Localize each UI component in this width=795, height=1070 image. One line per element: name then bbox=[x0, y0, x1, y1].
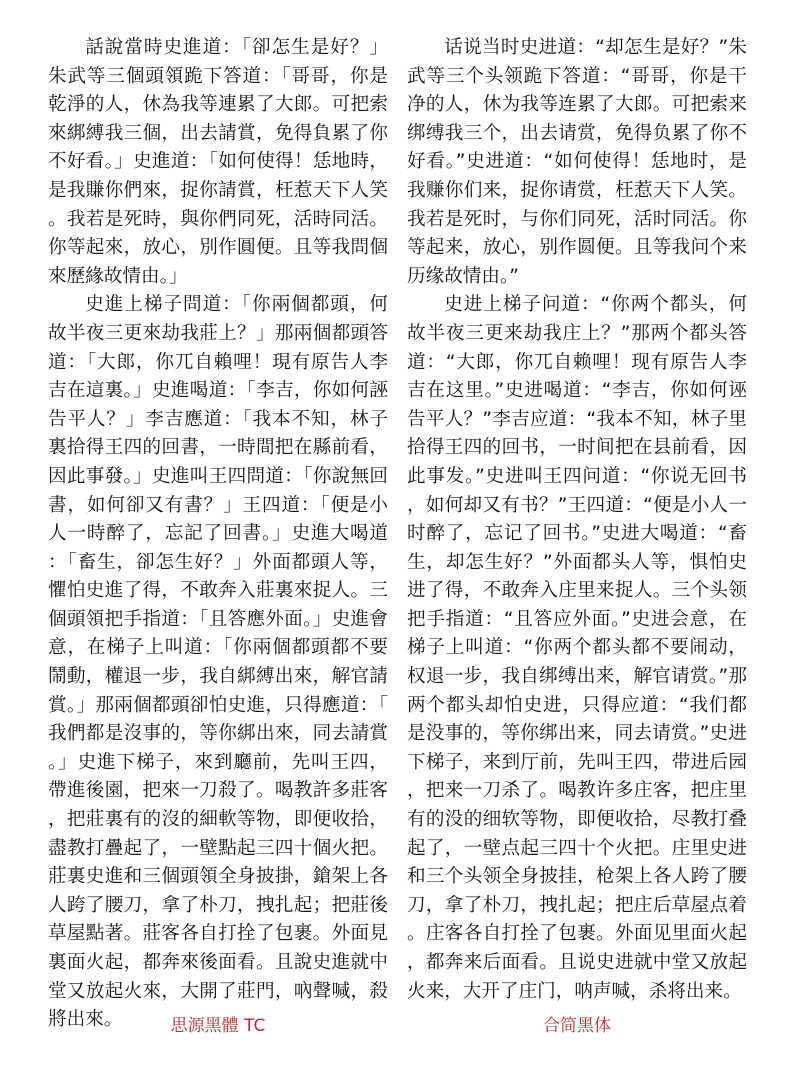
paragraph-1: 話說當時史進道：「卻怎生是好？」朱武等三個頭領跪下答道：「哥哥，你是乾淨的人，休為我等連累了大郎。可把索來綁縛我三個，出去請賞，免得負累了你不好看。」史進道：「如何使得！恁地時，是我賺你們來，捉你請賞，枉惹天下人笑。我若是死時，與你們同死，活時同活。你等起來，放心，別作圓便。且等我問個來歷緣故情由。」 bbox=[48, 37, 388, 287]
paragraph-2: 史进上梯子问道：“你两个都头，何故半夜三更来劫我庄上？”那两个都头答道：“大郎，你兀自赖哩！现有原告人李吉在这里。”史进喝道：“李吉，你如何诬告平人？”李吉应道：“我本不知，林子里拾得王四的回书，一时间把在县前看，因此事发。”史进叫王四问道：“你说无回书，如何却又有书？”王四道：“便是小人一时醉了，忘记了回书。”史进大喝道：“畜生，却怎生好？”外面都头人等，惧怕史进了得，不敢奔入庄里来捉人。三个头领把手指道：“且答应外面。”史进会意，在梯子上叫道：“你两个都头都不要闹动，权退一步，我自绑缚出来，解官请赏。”那两个都头却怕史进，只得应道：“我们都是没事的，等你绑出来，同去请赏。”史进下梯子，来到厅前，先叫王四，带进后园，把来一刀杀了。喝教许多庄客，把庄里有的没的细软等物，即便收拾，尽教打叠起了，一壁点起三四十个火把。庄里史进和三个头领全身披挂，枪架上各人跨了腰刀，拿了朴刀，拽扎起；把庄后草屋点着。庄客各自打拴了包裹。外面见里面火起，都奔来后面看。且说史进就中堂又放起火来，大开了庄门，呐声喊，杀将出来。 bbox=[407, 294, 747, 1002]
simplified-text-column bbox=[407, 34, 747, 1006]
traditional-text-column bbox=[48, 34, 388, 1035]
font-caption-left: 思源黑體 TC bbox=[170, 1016, 266, 1036]
paragraph-1: 话说当时史进道：“却怎生是好？”朱武等三个头领跪下答道：“哥哥，你是干净的人，休为我等连累了大郎。可把索来绑缚我三个，出去请赏，免得负累了你不好看。”史进道：“如何使得！恁地时，是我赚你们来，捉你请赏，枉惹天下人笑。我若是死时，与你们同死，活时同活。你等起来，放心，别作圆便。且等我问个来历缘故情由。” bbox=[407, 37, 747, 287]
paragraph-2: 史進上梯子問道：「你兩個都頭，何故半夜三更來劫我莊上？」那兩個都頭答道：「大郎，你兀自賴哩！現有原告人李吉在這裏。」史進喝道：「李吉，你如何誣告平人？」李吉應道：「我本不知，林子裏拾得王四的回書，一時間把在縣前看，因此事發。」史進叫王四問道：「你說無回書，如何卻又有書？」王四道：「便是小人一時醉了，忘記了回書。」史進大喝道：「畜生，卻怎生好？」外面都頭人等，懼怕史進了得，不敢奔入莊裏來捉人。三個頭領把手指道：「且答應外面。」史進會意，在梯子上叫道：「你兩個都頭都不要鬧動，權退一步，我自綁縛出來，解官請賞。」那兩個都頭卻怕史進，只得應道：「我們都是沒事的，等你綁出來，同去請賞。」史進下梯子，來到廳前，先叫王四，帶進後園，把來一刀殺了。喝教許多莊客，把莊裏有的沒的細軟等物，即便收拾，盡教打疊起了，一壁點起三四十個火把。莊裏史進和三個頭領全身披掛，鎗架上各人跨了腰刀，拿了朴刀，拽扎起；把莊後草屋點著。莊客各自打拴了包裹。外面見裏面火起，都奔來後面看。且說史進就中堂又放起火來，大開了莊門，吶聲喊，殺將出來。 bbox=[48, 294, 388, 1031]
font-caption-right: 合简黑体 bbox=[543, 1016, 611, 1036]
